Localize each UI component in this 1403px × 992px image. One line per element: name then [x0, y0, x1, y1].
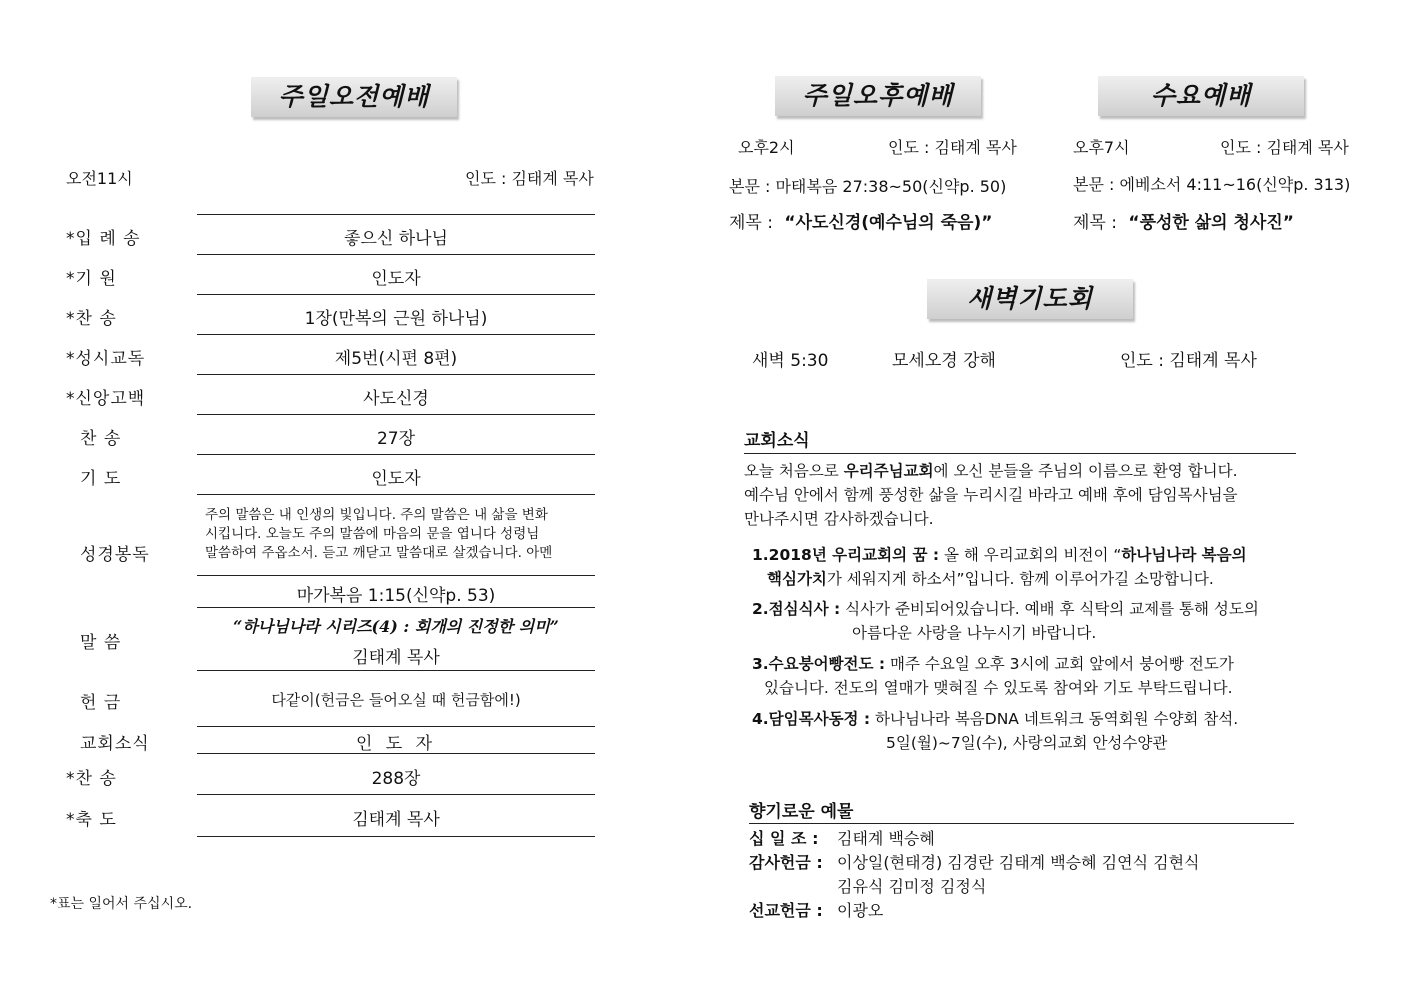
- reading-prayer: [205, 506, 590, 563]
- divider: [197, 494, 595, 495]
- afternoon-title: “사도신경(예수님의 죽음)”: [784, 213, 993, 233]
- afternoon-leader: 인도 : 김태계 목사: [888, 138, 1017, 157]
- divider: [197, 575, 595, 576]
- news-text: 올 해 우리교회의 비전이 “: [939, 546, 1122, 564]
- order-value: 인도자: [371, 469, 421, 489]
- order-label: 말 씀: [80, 633, 122, 653]
- news-text: 매주 수요일 오후 3시에 교회 앞에서 붕어빵 전도가: [885, 655, 1234, 673]
- divider: [197, 836, 595, 837]
- offering-row: [749, 899, 1200, 923]
- divider: [197, 726, 595, 727]
- offering-row: [749, 875, 1200, 899]
- dawn-topic: 모세오경 강해: [892, 351, 996, 371]
- news-text: 식사가 준비되어있습니다. 예배 후 식탁의 교제를 통해 성도의: [840, 600, 1259, 618]
- dawn-banner: 새벽기도회: [927, 279, 1133, 319]
- sermon-preacher: 김태계 목사: [352, 648, 440, 668]
- prayer-line: 주의 말씀은 내 인생의 빛입니다. 주의 말씀은 내 삶을 변화: [205, 507, 548, 523]
- divider: [197, 670, 595, 671]
- news-text: 가 세워지게 하소서”입니다. 함께 이루어가길 소망합니다.: [826, 570, 1214, 588]
- offering-label: 십 일 조 :: [749, 829, 819, 848]
- divider: [197, 374, 595, 375]
- wednesday-time: 오후7시: [1073, 138, 1130, 157]
- wednesday-title-row: [1073, 208, 1294, 233]
- order-value: 제5번(시편 8편): [334, 349, 458, 369]
- dawn-leader: 인도 : 김태계 목사: [1120, 351, 1257, 371]
- order-label: *기 원: [66, 269, 117, 289]
- news-text: 하나님나라 복음DNA 네트워크 동역회원 수양회 참석.: [870, 710, 1239, 728]
- order-value: 27장: [376, 429, 416, 449]
- divider: [197, 334, 595, 335]
- sermon-title: “하나님나라 시리즈(4) : 회개의 진정한 의미”: [233, 617, 559, 636]
- news-heading: 교회소식: [744, 426, 1296, 454]
- order-label: 교회소식: [80, 734, 150, 754]
- news-text: 오늘 처음으로: [744, 462, 844, 480]
- order-value: 인 도 자: [355, 734, 437, 754]
- order-label: 헌 금: [80, 693, 122, 713]
- prayer-line: 시킵니다. 오늘도 주의 말씀에 마음의 문을 엽니다 성령님: [205, 526, 540, 542]
- news-text: 아름다운 사랑을 나누시기 바랍니다.: [852, 624, 1097, 642]
- wednesday-text: 본문 : 에베소서 4:11~16(신약p. 313): [1073, 175, 1351, 194]
- order-value: 사도신경: [363, 389, 429, 409]
- order-value: 다같이(헌금은 들어오실 때 헌금함에!): [271, 691, 521, 709]
- divider: [197, 294, 595, 295]
- divider: [197, 753, 595, 754]
- news-bold: 핵심가치: [767, 570, 827, 588]
- divider: [197, 414, 595, 415]
- order-label: 기 도: [80, 469, 122, 489]
- offering-names: 김유식 김미정 김정식: [837, 877, 987, 896]
- afternoon-title-row: [729, 208, 992, 233]
- church-name: 우리주님교회: [843, 462, 934, 480]
- title-label: 제목 :: [729, 213, 773, 233]
- order-label: *찬 송: [66, 309, 117, 329]
- morning-time: 오전11시: [66, 169, 133, 188]
- news-text: 예수님 안에서 함께 풍성한 삶을 누리시길 바라고 예배 후에 담임목사님을: [744, 486, 1238, 504]
- news-item-head: 2.점심식사 :: [752, 600, 841, 618]
- afternoon-time: 오후2시: [738, 138, 795, 157]
- news-item-2: [752, 597, 1297, 645]
- news-item-head: 4.담임목사동정 :: [752, 710, 871, 728]
- afternoon-banner: 주일오후예배: [775, 76, 981, 116]
- offering-names: 김태계 백승혜: [837, 829, 935, 848]
- order-value: 1장(만복의 근원 하나님): [304, 309, 488, 329]
- divider: [197, 454, 595, 455]
- news-bold: 하나님나라 복음의: [1121, 546, 1247, 564]
- offering-names: 이광오: [837, 901, 884, 920]
- offering-names: 이상일(현태경) 김경란 김태계 백승혜 김연식 김현식: [837, 853, 1200, 872]
- order-label: 성경봉독: [80, 545, 150, 565]
- wednesday-banner: 수요예배: [1098, 76, 1304, 116]
- news-text: 있습니다. 전도의 열매가 맺혀질 수 있도록 참여와 기도 부탁드립니다.: [764, 679, 1233, 697]
- offering-list: [749, 827, 1200, 923]
- offering-row: [749, 851, 1200, 875]
- morning-banner: 주일오전예배: [251, 77, 457, 117]
- order-label: *축 도: [66, 810, 117, 830]
- order-label: *신앙고백: [66, 389, 146, 409]
- news-item-3: [752, 652, 1297, 700]
- wednesday-leader: 인도 : 김태계 목사: [1220, 138, 1349, 157]
- title-label: 제목 :: [1073, 213, 1117, 233]
- divider: [197, 794, 595, 795]
- offering-label: 선교헌금 :: [749, 901, 823, 920]
- order-label: *입 례 송: [66, 229, 141, 249]
- news-item-head: 1.2018년 우리교회의 꿈 :: [752, 546, 940, 564]
- order-value: 288장: [371, 769, 421, 789]
- news-text: 에 오신 분들을 주님의 이름으로 환영 합니다.: [933, 462, 1238, 480]
- divider: [197, 607, 595, 608]
- order-value: 좋으신 하나님: [344, 229, 448, 249]
- divider: [197, 254, 595, 255]
- news-item-4: [752, 707, 1297, 755]
- news-text: 5일(월)~7일(수), 사랑의교회 안성수양관: [886, 734, 1168, 752]
- offering-heading: 향기로운 예물: [749, 797, 1294, 824]
- divider: [197, 214, 595, 215]
- order-value: 김태계 목사: [352, 810, 440, 830]
- news-intro: [744, 459, 1296, 531]
- afternoon-text: 본문 : 마태복음 27:38~50(신약p. 50): [729, 177, 1007, 196]
- prayer-line: 말씀하여 주옵소서. 듣고 깨닫고 말씀대로 살겠습니다. 아멘: [205, 545, 553, 561]
- news-item-1: [752, 543, 1297, 591]
- dawn-time: 새벽 5:30: [752, 351, 829, 371]
- wednesday-title: “풍성한 삶의 청사진”: [1128, 213, 1294, 233]
- offering-row: [749, 827, 1200, 851]
- order-label: *찬 송: [66, 769, 117, 789]
- order-value: 인도자: [371, 269, 421, 289]
- news-text: 만나주시면 감사하겠습니다.: [744, 510, 934, 528]
- reading-passage: 마가복음 1:15(신약p. 53): [296, 586, 496, 606]
- offering-label: 감사헌금 :: [749, 853, 823, 872]
- morning-leader: 인도 : 김태계 목사: [465, 169, 594, 188]
- news-item-head: 3.수요붕어빵전도 :: [752, 655, 886, 673]
- footnote: *표는 일어서 주십시오.: [50, 896, 193, 912]
- order-label: 찬 송: [80, 429, 122, 449]
- order-label: *성시교독: [66, 349, 146, 369]
